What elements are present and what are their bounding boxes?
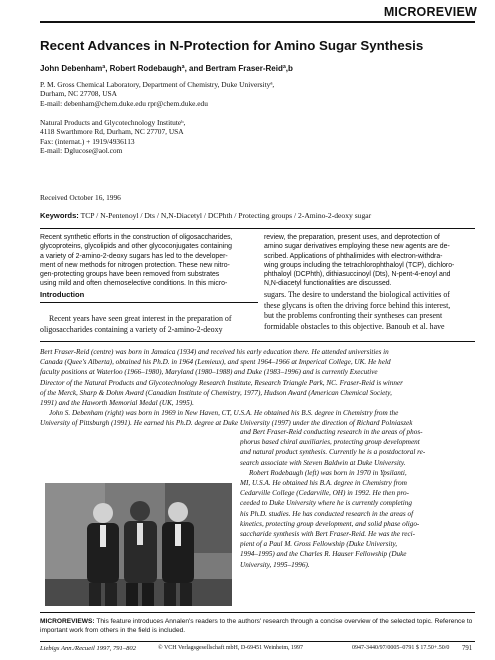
abstract-line: using mild and often chemoselective conditions. In this micro-	[40, 280, 228, 288]
bio-line: 1991) and the Haworth Memorial Medal (UK, 1995).	[40, 399, 194, 408]
bio-line: Cedarville College (Cedarville, OH) in 1992. He then pro-	[240, 489, 410, 498]
bio-line: Robert Rodebaugh (left) was born in 1970 in Ypsilanti,	[249, 468, 407, 477]
affiliation-line: P. M. Gross Chemical Laboratory, Department of Chemistry, Duke Universityª,	[40, 80, 275, 89]
bio-line: his Ph.D. studies. He has conducted research in the areas of	[240, 509, 414, 518]
article-code: 0947-3440/97/0005–0791 $ 17.50+.50/0	[352, 645, 450, 651]
biography-top-rule	[40, 341, 475, 342]
body-line: Recent years have seen great interest in the preparation of	[49, 314, 232, 323]
article-authors: John Debenhamª, Robert Rodebaughª, and Bertram Fraser-Reidª,b	[40, 64, 293, 73]
introduction-right-column	[264, 290, 482, 332]
introduction-heading-rule	[40, 302, 258, 303]
page-footer-rule	[40, 641, 475, 642]
bio-line: University of Pittsburgh (1991). He earned his Ph.D. degree at Duke University (1997) under the direction of Richard Polniaszek	[40, 419, 413, 428]
bio-line: University, 1995–1996).	[240, 560, 310, 569]
bio-line: Director of the Natural Products and Glycotechnology Research Institute, Research Triangle Park, NC. Fraser-Reid is winner	[40, 378, 403, 387]
abstract-line: ment of new methods for nitrogen protection. These new nitro-	[40, 261, 230, 269]
bio-line: Canada (Quee's Alberta), obtained his Ph.D. in 1964 (Lemieux), and spent 1964–1966 at Imperical College, UK. He held	[40, 358, 391, 367]
microreview-note	[40, 617, 480, 635]
bio-line: faculty positions at Waterloo (1966–1980), Maryland (1980–1988) and Duke (1983–1996) and is currently Executive	[40, 368, 378, 377]
bio-line: phorus based chiral auxiliaries, protecting group development	[240, 438, 420, 447]
introduction-heading: Introduction	[40, 290, 85, 299]
microreview-note-text: This feature introduces Annalen's readers to the authors' research through a concise overview of the selected topic. Reference to important work from others in the field is included.	[40, 618, 473, 634]
affiliation-line: E-mail: Dglucose@aol.com	[40, 145, 123, 155]
journal-citation: Liebigs Ann./Recueil 1997, 791–802	[40, 645, 137, 652]
affiliation-a	[40, 80, 480, 108]
bio-line: and natural product synthesis. Currently he is a postdoctoral re-	[240, 448, 426, 457]
publisher-line: © VCH Verlagsgesellschaft mbH, D-69451 Weinheim, 1997	[158, 645, 304, 651]
header-rule	[40, 21, 475, 23]
abstract-line: phthaloyl (DCPhth), dithiasuccinoyl (Dts), N-pent-4-enoyl and	[264, 271, 451, 279]
received-date: Received October 16, 1996	[40, 193, 121, 202]
author-photo-image	[45, 483, 232, 606]
section-label: MICROREVIEW	[383, 5, 477, 19]
bio-line: of the Merck, Sharp & Dohm Award (Canadian Institute of Chemistry, 1977), Hudson Award (American Chemical Society,	[40, 388, 392, 397]
body-line: oligosaccharides containing a variety of 2-amino-2-deoxy	[40, 324, 223, 334]
body-line: these glycans is often the driving force behind this interest,	[264, 300, 451, 310]
abstract-line: amino sugar derivatives employing these new agents are de-	[264, 243, 450, 251]
abstract-top-rule	[40, 228, 475, 229]
abstract-line: a variety of 2-amino-2-deoxy sugars has led to the developer-	[40, 252, 228, 260]
page-number: 791	[462, 645, 473, 652]
affiliation-b	[40, 118, 480, 155]
affiliation-line: Natural Products and Glycotechnology Instituteᵇ,	[40, 118, 186, 127]
footer-note-top-rule	[40, 612, 475, 613]
abstract-line: wing groups including the tetrachlorophthaloyl (TCP), dichloro-	[264, 261, 455, 269]
biography-right-column	[240, 427, 480, 570]
affiliation-line: 4118 Swarthmore Rd, Durham, NC 27707, USA	[40, 127, 184, 137]
abstract-right-column	[264, 233, 482, 289]
author-photo	[45, 483, 232, 606]
microreview-note-label: MICROREVIEWS:	[40, 618, 95, 625]
bio-line: MI, U.S.A. He obtained his B.A. degree in Chemistry from	[240, 479, 407, 488]
bio-line: search associate with Steven Baldwin at Duke University.	[240, 458, 406, 467]
bio-line: saccharide synthesis with Bert Fraser-Reid. He was the reci-	[240, 530, 416, 539]
body-line: sugars. The desire to understand the biological activities of	[264, 290, 450, 299]
introduction-left-column	[40, 314, 258, 335]
biography-full-width	[40, 347, 480, 429]
bio-line: John S. Debenham (right) was born in 1969 in New Haven, CT, U.S.A. He obtained his B.S. degree in Chemistry from the	[49, 409, 399, 418]
abstract-line: glycoproteins, glycolipids and other glycoconjugates containing	[40, 243, 232, 251]
keywords-list: TCP / N-Pentenoyl / Dts / N,N-Diacetyl / DCPhth / Protecting groups / 2-Amino-2-deoxy sugar	[80, 211, 372, 220]
affiliation-line: Fax: (internat.) + 1919/4936113	[40, 136, 135, 146]
abstract-line: N,N-diacetyl functionalities are discussed.	[264, 280, 392, 288]
abstract-line: scribed. Applications of phthalimides with electron-withdra-	[264, 252, 443, 260]
bio-line: Bert Fraser-Reid (centre) was born in Jamaica (1934) and received his early education there. He attended universities in	[40, 348, 389, 356]
bio-line: 1994–1995) and the Charles R. Hauser Fellowship (Duke	[240, 550, 407, 559]
body-line: but the problems confronting their syntheses can present	[264, 311, 443, 321]
affiliation-line: Durham, NC 27708, USA	[40, 89, 117, 99]
abstract-left-column	[40, 233, 258, 289]
article-title: Recent Advances in N-Protection for Amino Sugar Synthesis	[40, 38, 424, 53]
bio-line: and Bert Fraser-Reid conducting research in the areas of phos-	[240, 428, 423, 436]
bio-line: kinetics, protecting group development, and solid phase oligo-	[240, 519, 420, 528]
body-line: formidable obstacles to this objective. Banoub et al. have	[264, 321, 445, 331]
abstract-line: review, the preparation, present uses, and deprotection of	[264, 234, 440, 241]
affiliation-line: E-mail: debenham@chem.duke.edu rpr@chem.duke.edu	[40, 98, 208, 108]
bio-line: pient of a Paul M. Gross Fellowship (Duke University,	[240, 540, 398, 549]
keywords	[40, 211, 480, 220]
abstract-line: gen-protecting groups have been removed from substrates	[40, 271, 220, 279]
bio-line: ceeded to Duke University where he is currently completing	[240, 499, 412, 508]
abstract-line: Recent synthetic efforts in the construction of oligosaccharides,	[40, 234, 233, 241]
keywords-label: Keywords:	[40, 211, 79, 220]
